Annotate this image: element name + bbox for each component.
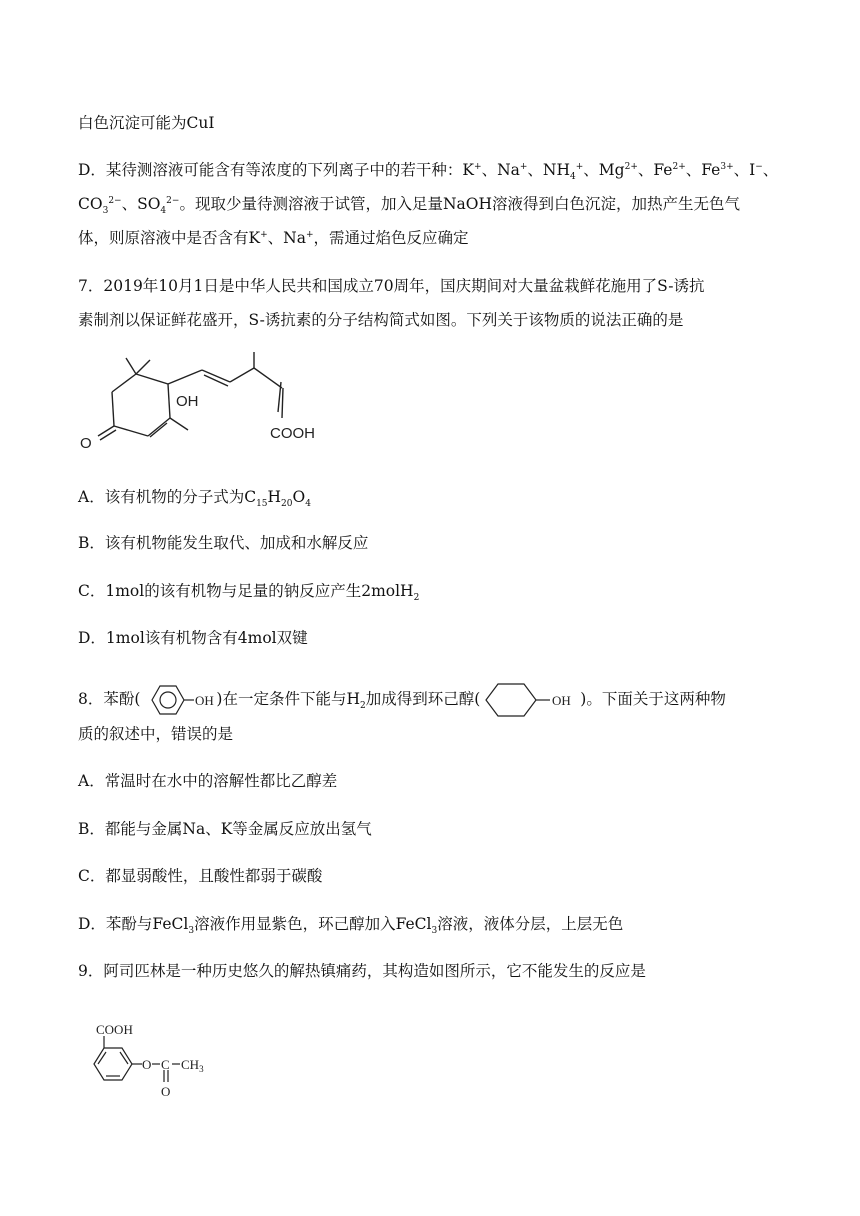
sub: 3 — [188, 926, 195, 937]
sup: 3+ — [720, 161, 734, 172]
text-seg: 、SO — [121, 195, 161, 213]
text-seg: 、Na — [481, 161, 520, 179]
text-seg: 、I — [733, 161, 756, 179]
text-seg: 、 — [762, 161, 779, 179]
text-seg: CO — [78, 195, 103, 213]
sub: 2 — [360, 701, 366, 712]
sup: + — [519, 161, 528, 172]
oh-label: OH — [176, 393, 199, 410]
text-seg: C．都显弱酸性，且酸性都弱于碳酸 — [78, 867, 323, 885]
aspirin-carbonyl-o-label: O — [161, 1084, 171, 1099]
option-8d — [78, 914, 624, 937]
text-seg: D．1mol该有机物含有4mol双键 — [78, 629, 308, 647]
sup: − — [755, 161, 763, 172]
s-inducer-structure — [78, 352, 338, 462]
text-seg: 。现取少量待测溶液于试管，加入足量NaOH溶液得到白色沉淀，加热产生无色气 — [179, 195, 740, 213]
aspirin-c-label: C — [161, 1057, 170, 1072]
text-seg: D．某待测溶液可能含有等浓度的下列离子中的若干种：K — [78, 161, 475, 179]
text-seg: A．该有机物的分子式为C — [78, 488, 257, 506]
cooh-label: COOH — [270, 425, 315, 442]
text-seg: ，需通过焰色反应确定 — [313, 229, 469, 247]
aspirin-svg — [86, 1018, 226, 1108]
option-8c — [78, 866, 322, 886]
text-seg: 加成得到环己醇( — [365, 690, 481, 708]
ketone-o-label: O — [80, 435, 92, 452]
text-seg: )。下面关于这两种物 — [580, 690, 726, 708]
sup: 2− — [108, 195, 122, 206]
text-seg: 体，则原溶液中是否含有K — [78, 229, 261, 247]
phenol-structure — [140, 682, 216, 718]
sup: + — [260, 229, 268, 240]
text-seg: 8．苯酚( — [78, 690, 141, 708]
text-seg: C．1mol的该有机物与足量的钠反应产生2molH — [78, 582, 414, 600]
question-7-text: 7．2019年10月1日是中华人民共和国成立70周年，国庆期间对大量盆栽鲜花施用了S-诱抗 — [78, 277, 705, 295]
sup: + — [575, 161, 584, 172]
text-seg: A．常温时在水中的溶解性都比乙醇差 — [78, 772, 338, 790]
text-seg: 、Fe — [685, 161, 721, 179]
sup: + — [305, 229, 314, 240]
aspirin-ch3-sub: 3 — [199, 1064, 204, 1074]
option-7b — [78, 533, 368, 553]
aspirin-ester-o-label: O — [142, 1057, 152, 1072]
question-7-text-2: 素制剂以保证鲜花盛开，S-诱抗素的分子结构简式如图。下列关于该物质的说法正确的是 — [78, 311, 684, 329]
sub: 3 — [102, 206, 109, 217]
text-seg: D．苯酚与FeCl — [78, 915, 189, 933]
text-q7-line2 — [78, 310, 683, 330]
sub: 4 — [305, 499, 311, 510]
option-8b — [78, 819, 372, 839]
text-seg: B．都能与金属Na、K等金属反应放出氢气 — [78, 820, 372, 838]
text-q9 — [78, 961, 646, 981]
text-cui: 白色沉淀可能为CuI — [78, 114, 215, 132]
text-seg: 溶液，液体分层，上层无色 — [437, 915, 624, 933]
sup: 2+ — [672, 161, 686, 172]
text-seg: 、NH — [527, 161, 571, 179]
cyclohexanol-structure — [480, 682, 580, 718]
sup: + — [474, 161, 482, 172]
aspirin-structure — [86, 1018, 226, 1108]
option-7d — [78, 628, 308, 648]
aspirin-cooh-label: COOH — [96, 1022, 133, 1037]
option-7a — [78, 487, 311, 510]
text-seg: 溶液作用显紫色，环己醇加入FeCl — [194, 915, 432, 933]
text-q8-line1 — [78, 682, 726, 718]
text-seg: 9．阿司匹林是一种历史悠久的解热镇痛药，其构造如图所示，它不能发生的反应是 — [78, 962, 646, 980]
phenol-oh-label: OH — [195, 693, 215, 708]
text-seg: B．该有机物能发生取代、加成和水解反应 — [78, 534, 369, 552]
sup: 2+ — [624, 161, 638, 172]
text-seg: O — [292, 488, 306, 506]
text-seg: 、Na — [267, 229, 306, 247]
text-seg: 、Fe — [637, 161, 673, 179]
text-seg: 质的叙述中，错误的是 — [78, 725, 234, 743]
sub: 15 — [256, 499, 268, 510]
text-q6d-line1 — [78, 160, 779, 183]
text-seg: 、Mg — [583, 161, 625, 179]
sub: 3 — [431, 926, 438, 937]
option-7c — [78, 581, 420, 604]
sub: 20 — [281, 499, 293, 510]
text-q6d-line2 — [78, 194, 740, 217]
sub: 2 — [413, 593, 420, 604]
text-seg: )在一定条件下能与H — [216, 690, 360, 708]
sup: 2− — [166, 195, 180, 206]
text-line-cui — [78, 113, 214, 133]
text-q8-line2 — [78, 724, 233, 744]
text-q7-line1 — [78, 276, 705, 296]
option-8a — [78, 771, 337, 791]
aspirin-ch-text: CH — [181, 1057, 200, 1072]
s-inducer-svg — [78, 352, 338, 462]
sub: 4 — [570, 172, 576, 183]
text-seg: H — [267, 488, 282, 506]
cyclohexanol-oh-label: OH — [552, 693, 572, 708]
text-q6d-line3 — [78, 228, 469, 248]
aspirin-ch3-label — [181, 1057, 204, 1074]
sub: 4 — [160, 206, 167, 217]
